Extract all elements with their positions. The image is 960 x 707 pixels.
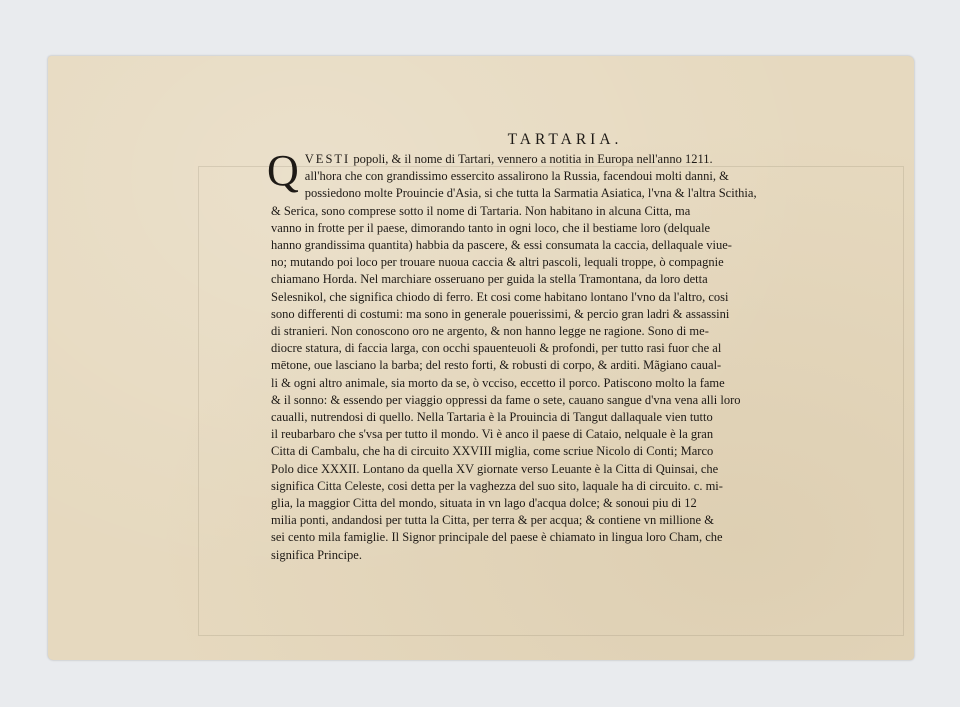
text-line: mētone, oue lasciano la barba; del resto forti, & robusti di corpo, & arditi. Mãgiano caual-: [271, 358, 722, 373]
page-title: TARTARIA.: [507, 131, 623, 148]
body-paragraph: [267, 146, 859, 564]
text-line: Selesnikol, che significa chiodo di ferro. Et cosi come habitano lontano l'vno da l'altro, cosi: [271, 289, 729, 304]
text-line: possiedono molte Prouincie d'Asia, si che tutta la Sarmatia Asiatica, l'vna & l'altra Scithia,: [304, 186, 757, 201]
text-line: caualli, nutrendosi di quello. Nella Tartaria è la Prouincia di Tangut dallaquale vien tutto: [271, 410, 713, 425]
text-line: no; mutando poi loco per trouare nuoua caccia & altri pascoli, lequali troppe, ò compagnie: [271, 255, 724, 270]
text-line: di stranieri. Non conoscono oro ne argento, & non hanno legge ne ragione. Sono di me-: [271, 324, 709, 339]
text-line: significa Principe.: [271, 547, 362, 562]
text-line: sei cento mila famiglie. Il Signor principale del paese è chiamato in lingua loro Cham, che: [271, 530, 723, 545]
text-line: significa Citta Celeste, cosi detta per la vaghezza del suo sito, laquale ha di circuito. c. mi-: [271, 478, 723, 493]
text-line: sono differenti di costumi: ma sono in generale pouerissimi, & percio gran ladri & assassini: [271, 306, 730, 321]
paper-sheet: [48, 56, 914, 660]
text-line: all'hora che con grandissimo essercito assalirono la Russia, facendoui molti danni, &: [304, 169, 729, 184]
text-line: diocre statura, di faccia larga, con occhi spauenteuoli & profondi, per tutto rasi fuor che al: [271, 341, 722, 356]
text-line: [305, 151, 859, 168]
text-line: hanno grandissima quantita) habbia da pascere, & essi consumata la caccia, dellaquale viue-: [271, 238, 732, 253]
text-line: glia, la maggior Citta del mondo, situata in vn lago d'acqua dolce; & sonoui piu di 12: [271, 496, 697, 511]
text-block: [267, 130, 859, 564]
first-word-rest: VESTI: [304, 152, 351, 166]
text-line: chiamano Horda. Nel marchiare osseruano per guida la stella Tramontana, da loro detta: [271, 272, 708, 287]
text-line: Citta di Cambalu, che ha di circuito XXVIII miglia, come scriue Nicolo di Conti; Marco: [271, 444, 714, 459]
text-line: vanno in frotte per il paese, dimorando tanto in ogni loco, che il bestiame loro (delquale: [271, 220, 711, 235]
text-line: milia ponti, andandosi per tutta la Citta, per terra & per acqua; & contiene vn millione &: [271, 513, 714, 528]
text-line: & il sonno: & essendo per viaggio oppressi da fame o sete, cauano sangue d'vna vena alli loro: [271, 392, 741, 407]
text-line: Polo dice XXXII. Lontano da quella XV giornate verso Leuante è la Citta di Quinsai, che: [271, 461, 719, 476]
text-line: & Serica, sono comprese sotto il nome di Tartaria. Non habitano in alcuna Citta, ma: [271, 203, 691, 218]
text-line: il reubarbaro che s'vsa per tutto il mondo. Vi è anco il paese di Cataio, nelquale è la gran: [271, 427, 714, 442]
text-line: li & ogni altro animale, sia morto da se, ò vcciso, eccetto il porco. Patiscono molto la fame: [271, 375, 725, 390]
drop-cap: Q: [267, 146, 299, 195]
text-line-0: popoli, & il nome di Tartari, vennero a notitia in Europa nell'anno 1211.: [350, 152, 713, 166]
